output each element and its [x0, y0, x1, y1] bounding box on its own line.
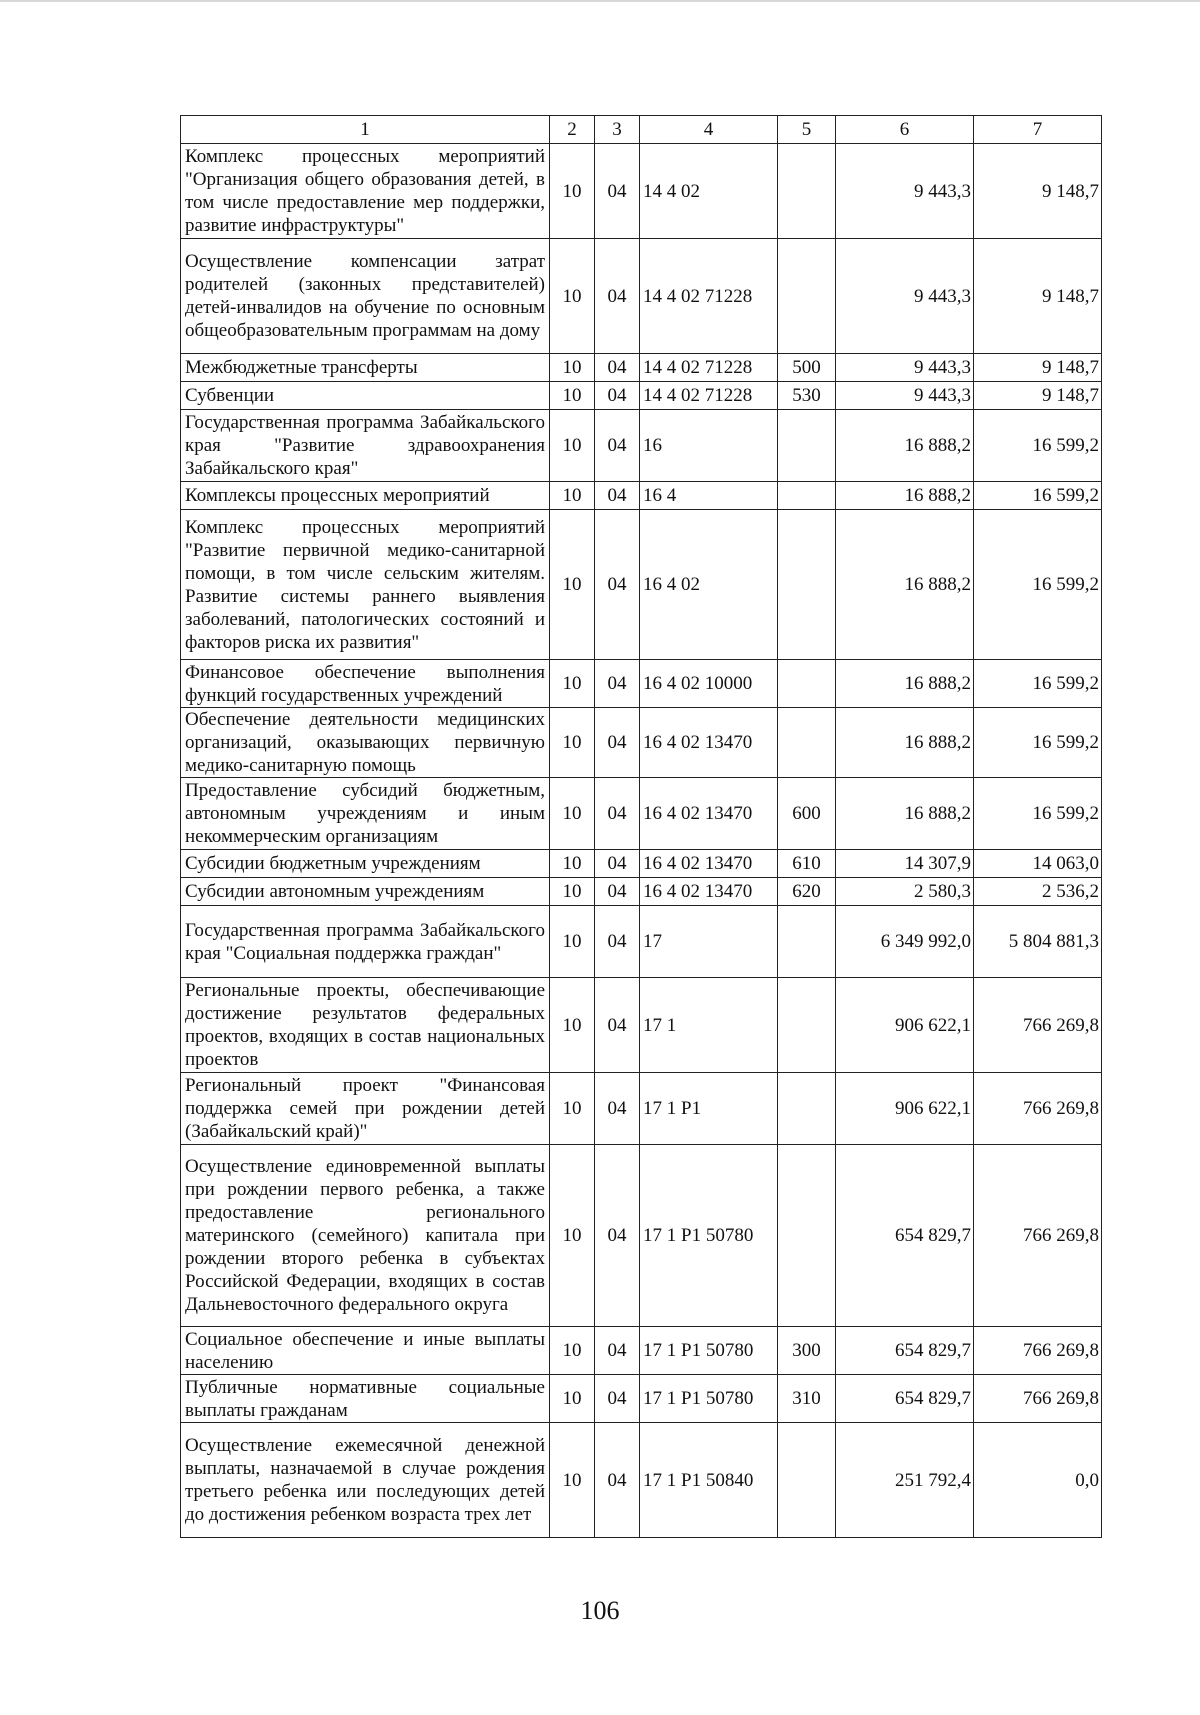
row-section-cell: 10	[550, 850, 595, 878]
row-amount-2-cell: 766 269,8	[974, 1073, 1102, 1145]
row-amount-1-cell: 906 622,1	[836, 1073, 974, 1145]
row-amount-1-cell: 9 443,3	[836, 354, 974, 382]
row-section-cell: 10	[550, 482, 595, 510]
row-amount-2-cell: 0,0	[974, 1423, 1102, 1538]
row-amount-2-cell: 766 269,8	[974, 978, 1102, 1073]
table-row	[181, 850, 1102, 878]
row-amount-1-cell: 654 829,7	[836, 1145, 974, 1327]
row-section-cell: 10	[550, 978, 595, 1073]
row-amount-1-cell: 251 792,4	[836, 1423, 974, 1538]
row-section-cell: 10	[550, 239, 595, 354]
row-expense-type-cell	[778, 239, 836, 354]
row-target-article-cell: 17 1 P1 50780	[640, 1145, 778, 1327]
row-expense-type-cell	[778, 1145, 836, 1327]
row-target-article-cell: 16 4 02	[640, 510, 778, 660]
row-expense-type-cell	[778, 1423, 836, 1538]
row-subsection-cell: 04	[595, 878, 640, 906]
header-row	[181, 116, 1102, 144]
row-target-article-cell: 14 4 02 71228	[640, 354, 778, 382]
table-row	[181, 1423, 1102, 1538]
row-amount-1-cell: 14 307,9	[836, 850, 974, 878]
header-col-4: 4	[640, 116, 778, 144]
table-row	[181, 410, 1102, 482]
table-row	[181, 482, 1102, 510]
row-amount-2-cell: 9 148,7	[974, 144, 1102, 239]
row-amount-1-cell: 16 888,2	[836, 660, 974, 708]
table-row	[181, 239, 1102, 354]
row-amount-1-cell: 9 443,3	[836, 144, 974, 239]
row-section-cell: 10	[550, 144, 595, 239]
row-name-cell: Публичные нормативные социальные выплаты гражданам	[181, 1375, 550, 1423]
row-target-article-cell: 16 4 02 13470	[640, 850, 778, 878]
row-subsection-cell: 04	[595, 1375, 640, 1423]
row-amount-2-cell: 2 536,2	[974, 878, 1102, 906]
row-name-cell: Субвенции	[181, 382, 550, 410]
row-section-cell: 10	[550, 354, 595, 382]
budget-table	[180, 115, 1102, 1538]
row-amount-2-cell: 14 063,0	[974, 850, 1102, 878]
row-amount-2-cell: 16 599,2	[974, 410, 1102, 482]
row-subsection-cell: 04	[595, 1327, 640, 1375]
row-target-article-cell: 17 1 P1	[640, 1073, 778, 1145]
row-expense-type-cell	[778, 708, 836, 778]
row-name-cell: Социальное обеспечение и иные выплаты населению	[181, 1327, 550, 1375]
row-amount-2-cell: 5 804 881,3	[974, 906, 1102, 978]
row-target-article-cell: 17 1 P1 50780	[640, 1327, 778, 1375]
row-section-cell: 10	[550, 510, 595, 660]
row-target-article-cell: 16 4 02 10000	[640, 660, 778, 708]
row-section-cell: 10	[550, 382, 595, 410]
header-col-3: 3	[595, 116, 640, 144]
table-row	[181, 906, 1102, 978]
row-subsection-cell: 04	[595, 482, 640, 510]
row-section-cell: 10	[550, 1145, 595, 1327]
header-col-2: 2	[550, 116, 595, 144]
row-name-cell: Комплекс процессных мероприятий "Организация общего образования детей, в том числе предоставление мер поддержки, развитие инфраструктуры"	[181, 144, 550, 239]
row-expense-type-cell: 310	[778, 1375, 836, 1423]
row-subsection-cell: 04	[595, 1145, 640, 1327]
row-subsection-cell: 04	[595, 144, 640, 239]
row-amount-2-cell: 9 148,7	[974, 354, 1102, 382]
row-subsection-cell: 04	[595, 1073, 640, 1145]
header-col-1: 1	[181, 116, 550, 144]
row-subsection-cell: 04	[595, 906, 640, 978]
table-row	[181, 878, 1102, 906]
row-expense-type-cell: 610	[778, 850, 836, 878]
row-name-cell: Комплексы процессных мероприятий	[181, 482, 550, 510]
row-expense-type-cell: 530	[778, 382, 836, 410]
row-amount-2-cell: 16 599,2	[974, 778, 1102, 850]
row-subsection-cell: 04	[595, 850, 640, 878]
row-amount-1-cell: 6 349 992,0	[836, 906, 974, 978]
table-row	[181, 382, 1102, 410]
row-expense-type-cell	[778, 482, 836, 510]
row-expense-type-cell	[778, 978, 836, 1073]
table-row	[181, 978, 1102, 1073]
row-name-cell: Предоставление субсидий бюджетным, автономным учреждениям и иным некоммерческим организациям	[181, 778, 550, 850]
row-amount-2-cell: 9 148,7	[974, 239, 1102, 354]
row-target-article-cell: 16 4 02 13470	[640, 708, 778, 778]
row-section-cell: 10	[550, 878, 595, 906]
table-row	[181, 354, 1102, 382]
page-top-edge	[0, 0, 1200, 2]
row-expense-type-cell	[778, 410, 836, 482]
row-amount-1-cell: 16 888,2	[836, 410, 974, 482]
row-subsection-cell: 04	[595, 410, 640, 482]
row-subsection-cell: 04	[595, 978, 640, 1073]
table-row	[181, 708, 1102, 778]
row-name-cell: Субсидии автономным учреждениям	[181, 878, 550, 906]
row-expense-type-cell	[778, 906, 836, 978]
row-name-cell: Финансовое обеспечение выполнения функций государственных учреждений	[181, 660, 550, 708]
row-expense-type-cell	[778, 1073, 836, 1145]
row-amount-1-cell: 16 888,2	[836, 708, 974, 778]
page-number: 106	[580, 1596, 620, 1625]
table-row	[181, 1145, 1102, 1327]
header-col-5: 5	[778, 116, 836, 144]
row-amount-1-cell: 654 829,7	[836, 1375, 974, 1423]
row-amount-1-cell: 16 888,2	[836, 510, 974, 660]
row-amount-1-cell: 2 580,3	[836, 878, 974, 906]
table-row	[181, 1327, 1102, 1375]
row-amount-1-cell: 16 888,2	[836, 482, 974, 510]
row-section-cell: 10	[550, 1327, 595, 1375]
row-section-cell: 10	[550, 906, 595, 978]
table-row	[181, 144, 1102, 239]
row-target-article-cell: 17	[640, 906, 778, 978]
row-subsection-cell: 04	[595, 354, 640, 382]
row-amount-2-cell: 9 148,7	[974, 382, 1102, 410]
row-amount-2-cell: 16 599,2	[974, 482, 1102, 510]
row-amount-1-cell: 906 622,1	[836, 978, 974, 1073]
row-section-cell: 10	[550, 1423, 595, 1538]
row-expense-type-cell: 500	[778, 354, 836, 382]
row-section-cell: 10	[550, 1375, 595, 1423]
row-name-cell: Региональный проект "Финансовая поддержка семей при рождении детей (Забайкальский край)"	[181, 1073, 550, 1145]
row-amount-2-cell: 766 269,8	[974, 1375, 1102, 1423]
row-target-article-cell: 16 4 02 13470	[640, 778, 778, 850]
row-section-cell: 10	[550, 708, 595, 778]
table-row	[181, 1073, 1102, 1145]
row-amount-2-cell: 766 269,8	[974, 1145, 1102, 1327]
row-amount-1-cell: 9 443,3	[836, 382, 974, 410]
row-target-article-cell: 16 4 02 13470	[640, 878, 778, 906]
row-section-cell: 10	[550, 410, 595, 482]
row-amount-2-cell: 16 599,2	[974, 708, 1102, 778]
row-subsection-cell: 04	[595, 510, 640, 660]
row-expense-type-cell	[778, 660, 836, 708]
row-target-article-cell: 14 4 02	[640, 144, 778, 239]
row-subsection-cell: 04	[595, 660, 640, 708]
row-amount-2-cell: 16 599,2	[974, 510, 1102, 660]
row-name-cell: Государственная программа Забайкальского края "Социальная поддержка граждан"	[181, 906, 550, 978]
header-col-6: 6	[836, 116, 974, 144]
row-subsection-cell: 04	[595, 708, 640, 778]
row-name-cell: Государственная программа Забайкальского края "Развитие здравоохранения Забайкальского края"	[181, 410, 550, 482]
row-name-cell: Обеспечение деятельности медицинских организаций, оказывающих первичную медико-санитарную помощь	[181, 708, 550, 778]
row-section-cell: 10	[550, 660, 595, 708]
row-subsection-cell: 04	[595, 1423, 640, 1538]
row-target-article-cell: 16	[640, 410, 778, 482]
row-expense-type-cell: 620	[778, 878, 836, 906]
table-row	[181, 510, 1102, 660]
row-amount-2-cell: 766 269,8	[974, 1327, 1102, 1375]
table-row	[181, 1375, 1102, 1423]
row-expense-type-cell: 300	[778, 1327, 836, 1375]
row-amount-2-cell: 16 599,2	[974, 660, 1102, 708]
row-target-article-cell: 17 1 P1 50840	[640, 1423, 778, 1538]
row-target-article-cell: 17 1 P1 50780	[640, 1375, 778, 1423]
row-name-cell: Комплекс процессных мероприятий "Развитие первичной медико-санитарной помощи, в том числе сельским жителям. Развитие системы раннего выявления заболеваний, патологических состояний и факторов риска их развития"	[181, 510, 550, 660]
row-amount-1-cell: 654 829,7	[836, 1327, 974, 1375]
row-target-article-cell: 14 4 02 71228	[640, 382, 778, 410]
row-name-cell: Осуществление единовременной выплаты при рождении первого ребенка, а также предоставление регионального материнского (семейного) капитала при рождении второго ребенка в субъектах Российской Федерации, входящих в состав Дальневосточного федерального округа	[181, 1145, 550, 1327]
row-subsection-cell: 04	[595, 239, 640, 354]
row-subsection-cell: 04	[595, 778, 640, 850]
row-name-cell: Осуществление ежемесячной денежной выплаты, назначаемой в случае рождения третьего ребенка или последующих детей до достижения ребенком возраста трех лет	[181, 1423, 550, 1538]
row-target-article-cell: 17 1	[640, 978, 778, 1073]
row-expense-type-cell	[778, 144, 836, 239]
row-name-cell: Межбюджетные трансферты	[181, 354, 550, 382]
row-name-cell: Осуществление компенсации затрат родителей (законных представителей) детей-инвалидов на обучение по основным общеобразовательным программам на дому	[181, 239, 550, 354]
row-expense-type-cell: 600	[778, 778, 836, 850]
row-name-cell: Субсидии бюджетным учреждениям	[181, 850, 550, 878]
table-row	[181, 660, 1102, 708]
row-section-cell: 10	[550, 778, 595, 850]
row-section-cell: 10	[550, 1073, 595, 1145]
table-row	[181, 778, 1102, 850]
row-subsection-cell: 04	[595, 382, 640, 410]
row-amount-1-cell: 16 888,2	[836, 778, 974, 850]
row-target-article-cell: 16 4	[640, 482, 778, 510]
row-name-cell: Региональные проекты, обеспечивающие достижение результатов федеральных проектов, входящих в состав национальных проектов	[181, 978, 550, 1073]
row-amount-1-cell: 9 443,3	[836, 239, 974, 354]
header-col-7: 7	[974, 116, 1102, 144]
row-target-article-cell: 14 4 02 71228	[640, 239, 778, 354]
row-expense-type-cell	[778, 510, 836, 660]
